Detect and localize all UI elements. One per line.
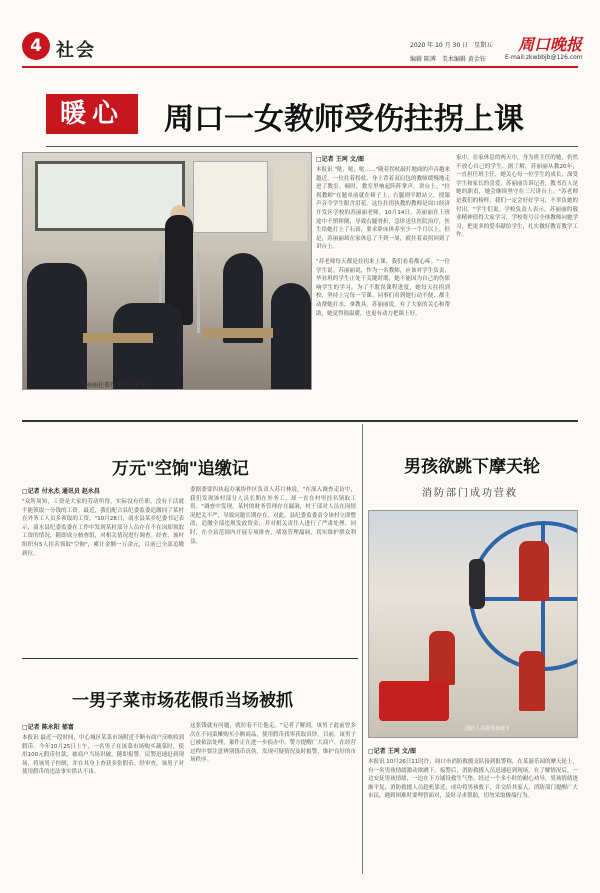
story4-body-col2: 这张钱就有问题，就拉着不让他走。"记者了解到，该男子此前曾多次在不同菜摊购买小额商品，使用假币找零获取真钞。目前，该男子已被依法处理，案件正在进一步侦办中。警方提醒广大商户，在经营过程中要注意辨别钱币真伪，发现可疑情况及时报警，维护良好的市场秩序。 [190, 723, 356, 764]
lead-photo [22, 152, 312, 390]
photo-fire-truck [379, 681, 449, 721]
photo-student [27, 263, 87, 390]
newspaper-logo: 周口晚报 [518, 35, 583, 54]
photo-firefighter [429, 631, 455, 685]
lead-body-col3: 家中，在家休息的两天中，身为班主任的她，仍然不放心自己的学生。据了解，苏丽丽从教20年，一直担任班主任，她关心每一位学生的成长，深受学生和家长的喜爱。苏丽丽告诉记者，教书育人是她的职责，她会继续坚守在三尺讲台上。"苏老师是我们的榜样，我们一定会好好学习，不辜负她的付出。"学生们说。学校负责人表示，苏丽丽的敬业精神值得大家学习，学校将号召全体教师向她学习，把更多的爱奉献给学生，扎实做好教育教学工作。 [456, 155, 578, 239]
header-divider [22, 66, 578, 68]
story3-subheadline: 消防部门成功营救 [422, 488, 518, 499]
story4-headline: 一男子菜市场花假币当场被抓 [72, 691, 293, 711]
page-number-badge: 4 [22, 32, 50, 60]
section-divider [22, 658, 358, 659]
lead-byline: □记者 王珂 文/图 [316, 156, 365, 163]
lead-tag: 暖心 [46, 94, 138, 134]
photo-wall [273, 161, 307, 241]
page-header [0, 0, 600, 62]
photo-poster [193, 161, 268, 233]
editor-credits: 编辑 陈博 美术编辑 黄金钰 [410, 56, 486, 63]
newspaper-email: E-mail:zkwbbjb@126.com [505, 54, 583, 61]
section-divider [22, 420, 578, 422]
lead-body-col1: 本报讯 "哒，哒，哒……"随着拐杖敲打地面的声音越来越近，一位拄着拐杖、身上背着双肩包的教师缓慢地走进了教室。顿时，教室里响起阵阵掌声。讲台上，"拄拐教师"在题单前就在椅子上，右腿则半蹬站立，授课声音令学生眼含泪花。这位拄拐执教的教师是周口经济开发区学校的苏丽丽老师。10月14日，苏丽丽在上班途中不慎摔倒，导致右腿骨折，急诊送往医院治疗，医生给她打上了石膏，要求卧床休养至少一个月以上。但是，苏丽丽却在家休息了不到一周，就拄着双拐回到了讲台上。 [316, 167, 450, 251]
story3-photo [368, 510, 578, 738]
banner-divider [46, 146, 578, 147]
column-divider [362, 424, 363, 874]
section-name: 社会 [56, 40, 96, 61]
story2-body-col2: 委据委要四执起办案协作区负责人苏月林说，"在深入调查走访中，我们发现该村部分人员长期在外务工，却一直在村里挂名领取工资。"调查中发现，某村的财务管理存在漏洞，村干部对人员在岗情况把关不严，导致问题长期存在。对此，县纪委监委责令该村立即整改，追缴全部违规发放资金，并对相关责任人进行了严肃处理。同时，在全县范围内开展专项排查，堵塞管理漏洞，切实维护群众利益。 [190, 487, 356, 545]
story2-byline: □记者 付永杰 通讯员 赵永昌 [22, 488, 100, 495]
photo-boy [469, 559, 485, 609]
lead-headline: 周口一女教师受伤拄拐上课 [164, 102, 524, 137]
story4-byline: □记者 陈永阳 郁富 [22, 724, 74, 731]
lead-body-col2: "苏老师每天都是拄拐来上课，我们看着都心疼。"一位学生说。苏丽丽说，作为一名教师，应该对学生负责，毕业班的学生正处于关键时期，她不能因为自己的伤影响学生的学习。为了不耽误课程进度，她每天拄拐到校，坚持上完每一节课。同事们看到她行动不便，都主动帮她打水、拿教具。苏丽丽说，有了大家的关心和帮助，她觉得很温暖，也更有动力把课上好。 [316, 259, 450, 317]
photo-firefighter [519, 651, 545, 711]
story2-body-col1: "众所周知，工资是大家的劳动所得，实际没有任职、没有干活就不能领取一分钱的工资。最近，我们配合县纪委监委追缴回了某村在外务工人员多领取的工资。"10月28日，商水县某乡纪委书记表示，商水县纪委监委在工作中发现某村部分人员存在不在岗却领取工资的情况，随即成立核查组，对相关情况进行调查。经查，该村组织有5人挂名领取"空饷"，累计金额一万余元，目前已全部追缴到位。 [22, 499, 184, 557]
photo-desk [83, 333, 153, 343]
photo-student [271, 283, 311, 390]
photo-blackboard [35, 161, 185, 231]
story3-photo-caption: 消防人员将男孩救下 [465, 726, 511, 732]
story3-byline: □记者 王珂 文/图 [368, 748, 417, 755]
lead-photo-caption: 苏丽丽拄着拐为学生上课 [80, 382, 147, 389]
story2-headline: 万元"空饷"追缴记 [112, 459, 249, 479]
photo-crutch-right [197, 253, 200, 333]
story3-headline: 男孩欲跳下摩天轮 [404, 457, 540, 477]
story3-body: 本报讯 10月26日11时许，周口市消防救援支队接到报警称，在某游乐园的摩天轮上，有一名男孩情绪激动欲跳下。接警后，消防救援人员迅速赶到现场，在了解情况后，一边安抚男孩情绪，一边在下方铺设救生气垫。经过一个多小时的耐心劝导，男孩情绪逐渐平复，消防救援人员趁机靠近，成功将男孩救下，并交给其家人。消防部门提醒广大市民，遇到困难时要理智面对，及时寻求帮助，切勿采取极端行为。 [368, 759, 578, 800]
photo-firefighter [519, 541, 549, 601]
story4-body-col1: 本报讯 最近一段时间，中心城区某菜市场附近不断有商户反映收到假币。今年10月25日上午，一名男子在该菜市场购买蔬菜时，使用100元假币付款，被商户当场识破，随即报警。民警迅速赶到现场，将该男子控制，并在其身上查获多张假币。经审查，该男子对使用假币的违法事实供认不讳。 [22, 735, 184, 776]
photo-desk [203, 328, 273, 338]
lead-banner [46, 88, 578, 148]
photo-student [113, 303, 183, 390]
issue-date: 2020 年 10 月 30 日 星期五 [410, 42, 493, 49]
